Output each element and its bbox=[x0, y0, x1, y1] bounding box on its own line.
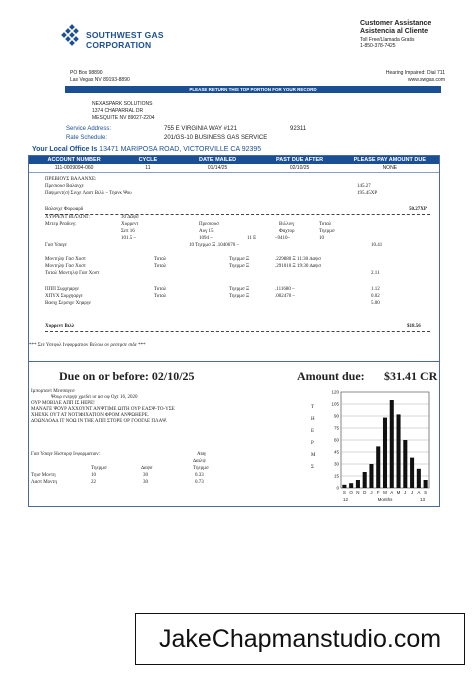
rate-schedule-label: Rate Schedule: bbox=[66, 135, 108, 141]
history-col-daily: Τηερµσ bbox=[193, 466, 209, 471]
amount-due: NONE bbox=[341, 164, 439, 173]
monthly-gas-cost-label: Μοντηλψ Γασ Χοστ bbox=[45, 264, 86, 269]
account-number: 111-0009094-060 bbox=[29, 164, 119, 173]
customer-assistance bbox=[360, 20, 460, 49]
local-office-label: Your Local Office Is bbox=[32, 146, 98, 153]
monthly-gas-cost-total-value: 2.11 bbox=[371, 271, 380, 276]
monthly-gas-cost-detail: Τηερµσ Ξ bbox=[229, 264, 250, 269]
basic-service-charge-label: Βασιχ Σερσιχε Χηαργε bbox=[45, 301, 92, 306]
service-address-value: 755 E VIRGINIA WAY #121 bbox=[164, 126, 237, 132]
history-col-days: ∆αψσ bbox=[141, 466, 153, 471]
y-tick-label: 0 bbox=[336, 485, 339, 491]
monthly-gas-cost-label: Μοντηλψ Γασ Χοστ bbox=[45, 257, 86, 262]
rate-schedule-value: 201/GS-10 BUSINESS GAS SERVICE bbox=[164, 135, 268, 141]
basic-service-charge-value: 5.00 bbox=[371, 301, 380, 306]
payments-value: 195.45ΧΡ bbox=[357, 191, 378, 196]
ppp-surcharge-total: Τοταλ bbox=[154, 287, 167, 292]
y-tick-label: 45 bbox=[333, 449, 339, 455]
monthly-gas-cost-total: Τοταλ bbox=[154, 264, 167, 269]
current-billing-label: ΧΥΡΡΕΝΤ ΒΙΛΛΙΝΓ: bbox=[45, 215, 91, 220]
x-tick-label: M bbox=[396, 490, 401, 495]
bar bbox=[383, 418, 387, 488]
cpuc-surcharge-label: ΧΠΥΧ Συρχηαργε bbox=[45, 294, 83, 299]
x-tick-label: S bbox=[424, 490, 428, 495]
amount-due-value: $31.41 CR bbox=[384, 369, 438, 383]
history-row-therms: 10 bbox=[91, 473, 96, 478]
service-address-label: Service Address: bbox=[66, 126, 112, 132]
gas-usage-value: 10.41 bbox=[371, 243, 383, 248]
ppp-surcharge-detail: Τηερµσ Ξ bbox=[229, 287, 250, 292]
usage-history bbox=[31, 452, 241, 502]
hearing-impaired: Hearing Impaired: Dial 711 bbox=[385, 70, 445, 76]
monthly-gas-cost-total-label: Τοταλ Μοντηλψ Γασ Χοστ bbox=[45, 271, 100, 276]
y-axis-letter: Μ bbox=[311, 453, 316, 458]
x-tick-label: N bbox=[356, 490, 360, 495]
message-line: ΜΑΝΑΓΕ ΨΟΥΡ ΑΧΧΟΥΝΤ ΑΝΨΤΙΜΕ ΩΙΤΗ ΟΥΡ ΕΑΣΨ-ΤΟ-ΥΣΕ bbox=[31, 407, 175, 412]
y-axis-letter: Ρ bbox=[311, 441, 314, 446]
history-row-daily: 0.33 bbox=[195, 473, 204, 478]
po-city: Las Vegas NV 89193-8890 bbox=[70, 77, 130, 83]
history-avg-label: Αϖγ bbox=[197, 452, 207, 457]
x-tick-label: A bbox=[390, 490, 394, 495]
x-axis-right-label: 13 bbox=[419, 497, 425, 502]
amount-due-header: PLEASE PAY AMOUNT DUE bbox=[341, 156, 439, 164]
y-tick-label: 15 bbox=[333, 473, 339, 479]
bar bbox=[363, 472, 367, 488]
x-tick-label: M bbox=[383, 490, 387, 495]
history-row-therms: 22 bbox=[91, 480, 96, 485]
previous-balance-value: 145.27 bbox=[357, 184, 371, 189]
bar bbox=[397, 414, 401, 488]
monthly-gas-cost-total: Τοταλ bbox=[154, 257, 167, 262]
sub-current: Σεπ 16 bbox=[121, 229, 135, 234]
current-bill-label: Χυρρεντ Βιλλ bbox=[45, 324, 75, 329]
y-tick-label: 105 bbox=[331, 401, 339, 407]
bill-detail-box bbox=[28, 155, 440, 507]
x-axis-left-label: 12 bbox=[343, 497, 349, 502]
customer-street: 1374 CHAPARRAL DR bbox=[92, 108, 144, 114]
ppp-surcharge-value: 1.12 bbox=[371, 287, 380, 292]
history-row-daily: 0.73 bbox=[195, 480, 204, 485]
history-row-label: Λαστ Μοντη bbox=[31, 480, 58, 485]
y-axis-letter: Η bbox=[311, 417, 315, 422]
read-total: 10 bbox=[319, 236, 324, 241]
monthly-gas-cost-detail: Τηερµσ Ξ bbox=[229, 257, 250, 262]
past-due-after: 02/10/25 bbox=[259, 164, 341, 173]
col-previous: Πρεσιουσ bbox=[199, 222, 219, 227]
y-tick-label: 90 bbox=[333, 413, 339, 419]
ppp-surcharge-label: ΠΠΠ Συρχηαργε bbox=[45, 287, 80, 292]
reverse-side-note: *** Σεε Υσεφυλ Ινφορµατιον Βελοω ον ρεσερσε σιδε *** bbox=[29, 343, 146, 348]
cycle-header: CYCLE bbox=[119, 156, 176, 164]
assist-title: Customer Assistance bbox=[360, 20, 432, 27]
ppp-surcharge-rate: .111680 – bbox=[275, 287, 295, 292]
x-tick-label: O bbox=[349, 490, 353, 495]
sub-previous: Αυγ 15 bbox=[199, 229, 214, 234]
toll-free: Toll Free/Llamada Gratis bbox=[360, 37, 415, 43]
flame-icon bbox=[60, 24, 82, 46]
y-axis-letter: Σ bbox=[311, 465, 314, 470]
bar bbox=[417, 469, 421, 488]
due-date: Due on or before: 02/10/25 bbox=[59, 369, 195, 383]
website-link[interactable]: www.swgas.com bbox=[408, 77, 445, 83]
history-row-days: 30 bbox=[143, 480, 148, 485]
section-divider bbox=[29, 361, 439, 362]
read-current: 101.5 – bbox=[121, 236, 136, 241]
cpuc-surcharge-rate: .002470 – bbox=[275, 294, 295, 299]
col-billing: Βιλλινγ bbox=[279, 222, 295, 227]
history-row-label: Τηισ Μοντη bbox=[31, 473, 56, 478]
amount-due-label: Amount due: bbox=[297, 369, 365, 383]
bar bbox=[369, 464, 373, 488]
company-logo bbox=[60, 24, 230, 50]
account-table bbox=[29, 156, 439, 173]
read-mid: 11 Ε bbox=[247, 236, 257, 241]
y-axis-letter: Ε bbox=[311, 429, 315, 434]
local-office-value: 13471 MARIPOSA ROAD, VICTORVILLE CA 92395 bbox=[99, 146, 262, 153]
x-tick-label: F bbox=[376, 490, 380, 495]
balance-forward-label: Βαλανχε Φορωαρδ bbox=[45, 207, 84, 212]
monthly-gas-cost-rate: .229880 Ξ 11:30 ∆αψσ bbox=[275, 257, 321, 262]
bar bbox=[403, 440, 407, 488]
read-previous: 1094 – bbox=[199, 236, 213, 241]
bar bbox=[356, 480, 360, 488]
date-mailed-header: DATE MAILED bbox=[177, 156, 259, 164]
read-billing: –9410– bbox=[275, 236, 290, 241]
company-name: SOUTHWEST GAS CORPORATION bbox=[86, 30, 164, 50]
customer-city: MESQUITE NV 89027-2204 bbox=[92, 115, 155, 121]
history-daily-label: ∆αιλψ bbox=[193, 459, 206, 464]
cpuc-surcharge-value: 0.02 bbox=[371, 294, 380, 299]
bar bbox=[410, 458, 414, 488]
history-col-therms: Τηερµσ bbox=[91, 466, 107, 471]
y-tick-label: 75 bbox=[333, 425, 339, 431]
history-title: Γασ Υσαγε Ηιστορψ Ινφορµατιον: bbox=[31, 452, 100, 457]
table-row bbox=[29, 164, 439, 173]
x-axis-label: Months bbox=[377, 497, 393, 502]
balance-forward-value: 50.27ΧΡ bbox=[409, 207, 427, 212]
previous-status-label: ΠΡΕΒΙΟΥΣ ΒΑΛΑΝΧΕ: bbox=[45, 177, 97, 182]
previous-balance-label: Πρεσιουσ Βαλανχε bbox=[45, 184, 84, 189]
account-number-header: ACCOUNT NUMBER bbox=[29, 156, 119, 164]
date-mailed: 01/14/25 bbox=[177, 164, 259, 173]
cycle: 11 bbox=[119, 164, 176, 173]
message-line: ΟΥΡ ΜΟΒΙΛΕ ΑΠΠ ΙΣ ΗΕΡΕ! bbox=[31, 401, 95, 406]
monthly-gas-cost-rate: .291010 Ξ 19:30 ∆αψσ bbox=[275, 264, 322, 269]
messages-title: Ιµπορταντ Μεσσαγεσ bbox=[31, 389, 75, 394]
x-tick-label: J bbox=[404, 490, 407, 495]
gas-usage-label: Γασ Υσαγε bbox=[45, 243, 67, 248]
bar bbox=[376, 446, 380, 488]
message-line: Ψουρ ενεργψ χρεδιτ ισ ασ οφ Οχτ 16, 2020 bbox=[51, 395, 138, 400]
x-tick-label: D bbox=[363, 490, 367, 495]
cpuc-surcharge-detail: Τηερµσ Ξ bbox=[229, 294, 250, 299]
x-tick-label: J bbox=[370, 490, 373, 495]
usage-chart bbox=[279, 386, 439, 506]
cpuc-surcharge-total: Τοταλ bbox=[154, 294, 167, 299]
meter-reading-label: Μετερ Ρεαδινγ: bbox=[45, 222, 77, 227]
watermark: JakeChapmanstudio.com bbox=[135, 613, 465, 665]
col-current: Χυρρεντ bbox=[121, 222, 139, 227]
service-zip: 92311 bbox=[290, 126, 307, 132]
assist-title-es: Asistencia al Cliente bbox=[360, 28, 429, 35]
x-tick-label: A bbox=[417, 490, 421, 495]
history-row-days: 30 bbox=[143, 473, 148, 478]
bar bbox=[424, 480, 428, 488]
return-notice-band: PLEASE RETURN THIS TOP PORTION FOR YOUR RECORD bbox=[65, 86, 441, 93]
y-tick-label: 120 bbox=[331, 389, 339, 395]
phone-number: 1-850-378-7425 bbox=[360, 43, 396, 49]
sub-billing: Φαχτορ bbox=[279, 229, 295, 234]
divider bbox=[45, 331, 430, 332]
bar bbox=[390, 400, 394, 488]
current-days: 30 ∆αψσ bbox=[121, 215, 139, 220]
y-tick-label: 60 bbox=[333, 437, 339, 443]
message-line: ΧΗΕΧΚ ΟΥΤ ΑΤ ΝΟΤΙΦΙΧΑΤΙΟΝ ΦΡΟΜ ΑΝΨΩΗΕΡΕ. bbox=[31, 413, 149, 418]
gas-usage-detail: 10 Τηερµσ Ξ .1040670 – bbox=[189, 243, 240, 248]
y-tick-label: 30 bbox=[333, 461, 339, 467]
sub-total: Τηερµσ bbox=[319, 229, 335, 234]
y-axis-letter: Τ bbox=[311, 405, 315, 410]
local-office bbox=[32, 146, 261, 154]
current-bill-value: $18.56 bbox=[407, 324, 421, 329]
col-total: Τοταλ bbox=[319, 222, 332, 227]
po-box: PO Box 98890 bbox=[70, 70, 103, 76]
billing-details bbox=[29, 176, 439, 366]
important-messages bbox=[31, 389, 281, 425]
x-tick-label: J bbox=[410, 490, 414, 495]
past-due-after-header: PAST DUE AFTER bbox=[259, 156, 341, 164]
customer-name: NEXASPARK SOLUTIONS bbox=[92, 101, 153, 107]
bar bbox=[342, 485, 346, 488]
payments-label: Παψμεντ(σ) Σινχε Λαστ Βιλλ – Τηανκ Ψου bbox=[45, 191, 132, 196]
message-line: ∆ΟΩΝΛΟΑ∆ ΙΤ ΝΟΩ ΙΝ ΤΗΕ ΑΠΠ ΣΤΟΡΕ ΟΡ ΓΟΟΓΛΕ ΠΛΑΨ. bbox=[31, 419, 168, 424]
bar bbox=[349, 483, 353, 488]
x-tick-label: S bbox=[342, 490, 346, 495]
